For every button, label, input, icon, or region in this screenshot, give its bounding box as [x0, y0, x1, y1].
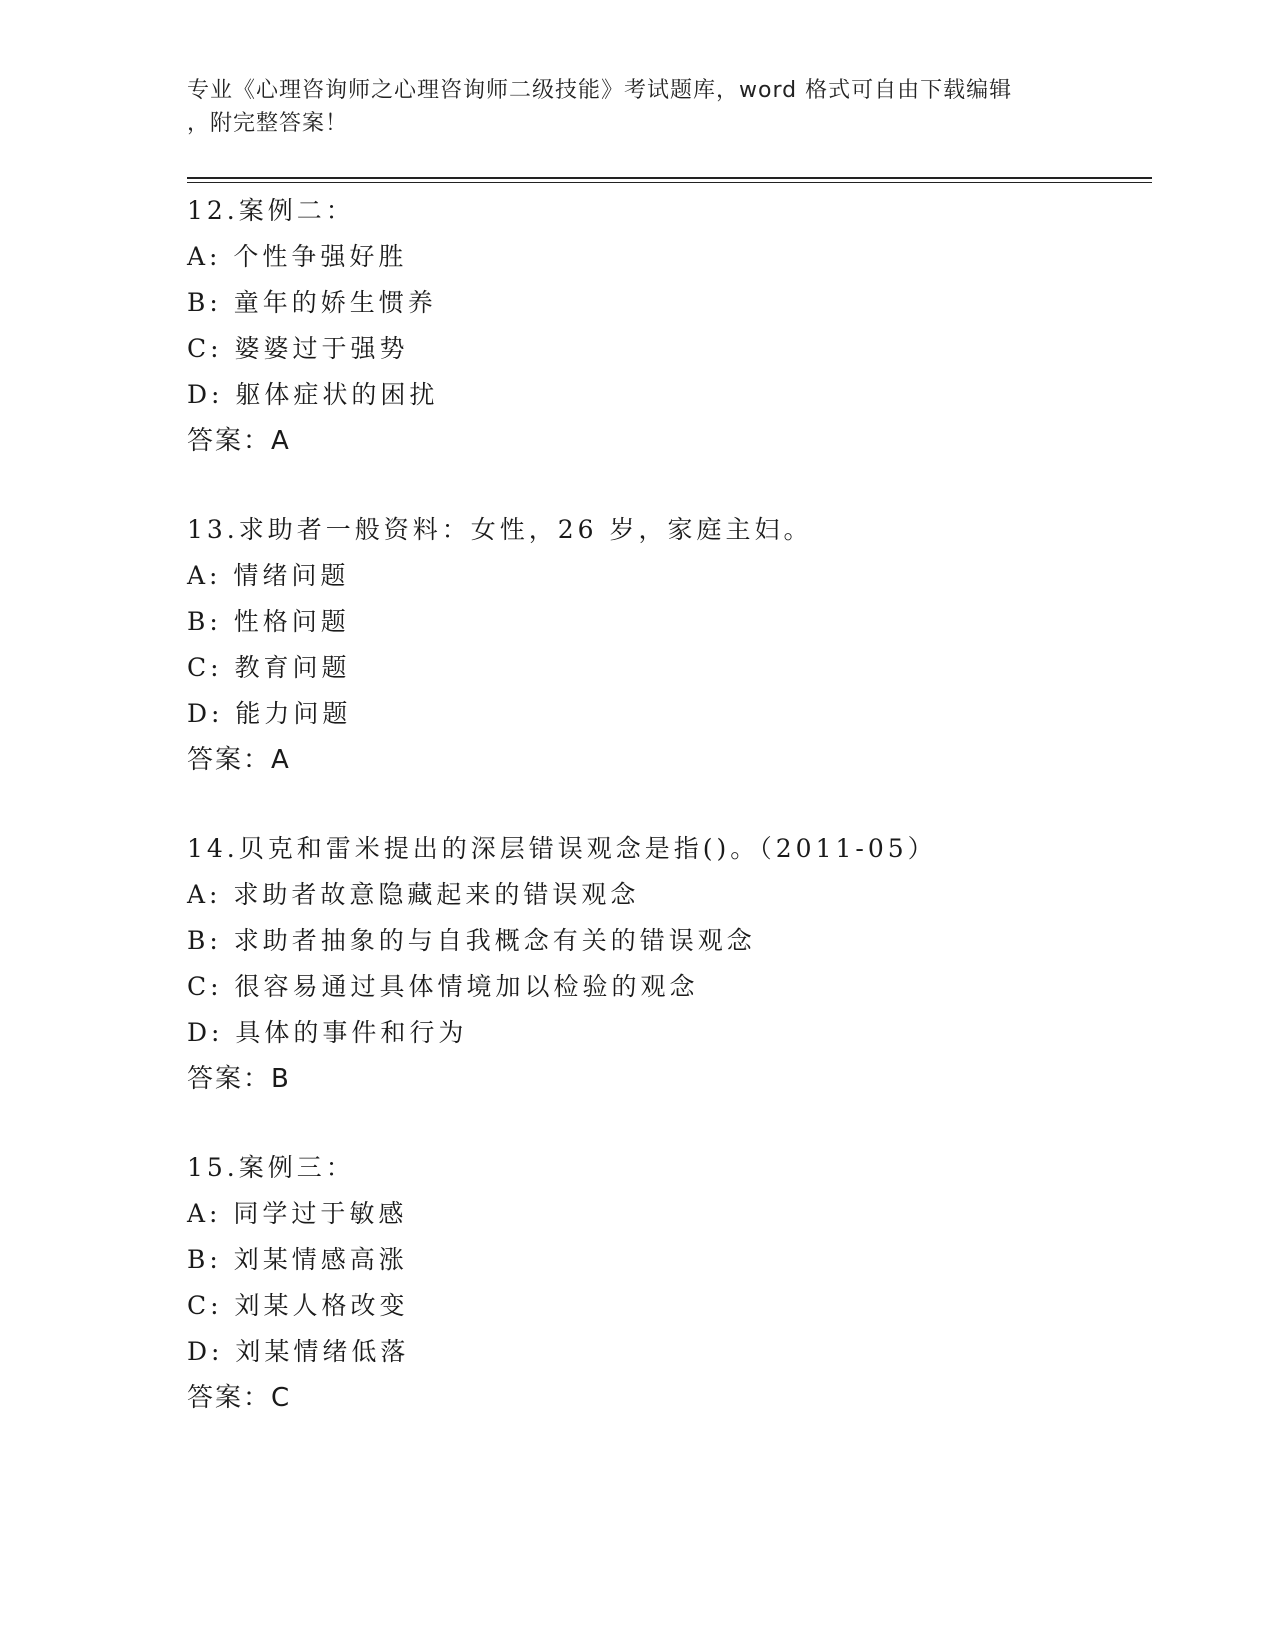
question-list — [187, 188, 1147, 1464]
option-b: B: 性格问题 — [187, 607, 350, 636]
option-a: A: 同学过于敏感 — [187, 1199, 408, 1228]
question-12 — [187, 188, 1147, 464]
question-13 — [187, 507, 1147, 783]
option-b: B: 求助者抽象的与自我概念有关的错误观念 — [187, 926, 756, 955]
question-stem: 15.案例三： — [187, 1153, 355, 1182]
option-d: D: 能力问题 — [187, 699, 352, 728]
answer-line: 答案：A — [187, 745, 291, 775]
answer-line: 答案：B — [187, 1064, 291, 1094]
header-divider-thin — [187, 182, 1152, 183]
question-stem: 13.求助者一般资料：女性，26 岁，家庭主妇。 — [187, 515, 813, 544]
option-b: B: 刘某情感高涨 — [187, 1245, 408, 1274]
question-stem: 14.贝克和雷米提出的深层错误观念是指()。（2011-05） — [187, 834, 937, 863]
option-c: C: 教育问题 — [187, 653, 351, 682]
option-b: B: 童年的娇生惯养 — [187, 288, 437, 317]
option-d: D: 具体的事件和行为 — [187, 1018, 468, 1047]
option-d: D: 刘某情绪低落 — [187, 1337, 410, 1366]
option-a: A: 求助者故意隐藏起来的错误观念 — [187, 880, 640, 909]
option-c: C: 很容易通过具体情境加以检验的观念 — [187, 972, 699, 1001]
question-stem: 12.案例二： — [187, 196, 355, 225]
option-c: C: 婆婆过于强势 — [187, 334, 409, 363]
question-14 — [187, 826, 1147, 1102]
option-d: D: 躯体症状的困扰 — [187, 380, 439, 409]
answer-line: 答案：C — [187, 1383, 292, 1413]
header-line-1: 专业《心理咨询师之心理咨询师二级技能》考试题库，word 格式可自由下载编辑 — [187, 78, 1013, 103]
header-divider — [187, 177, 1152, 179]
option-a: A: 个性争强好胜 — [187, 242, 408, 271]
option-a: A: 情绪问题 — [187, 561, 350, 590]
option-c: C: 刘某人格改变 — [187, 1291, 409, 1320]
answer-line: 答案：A — [187, 426, 291, 456]
header-line-2: ，附完整答案！ — [187, 111, 349, 136]
document-header — [187, 74, 1087, 140]
question-15 — [187, 1145, 1147, 1421]
